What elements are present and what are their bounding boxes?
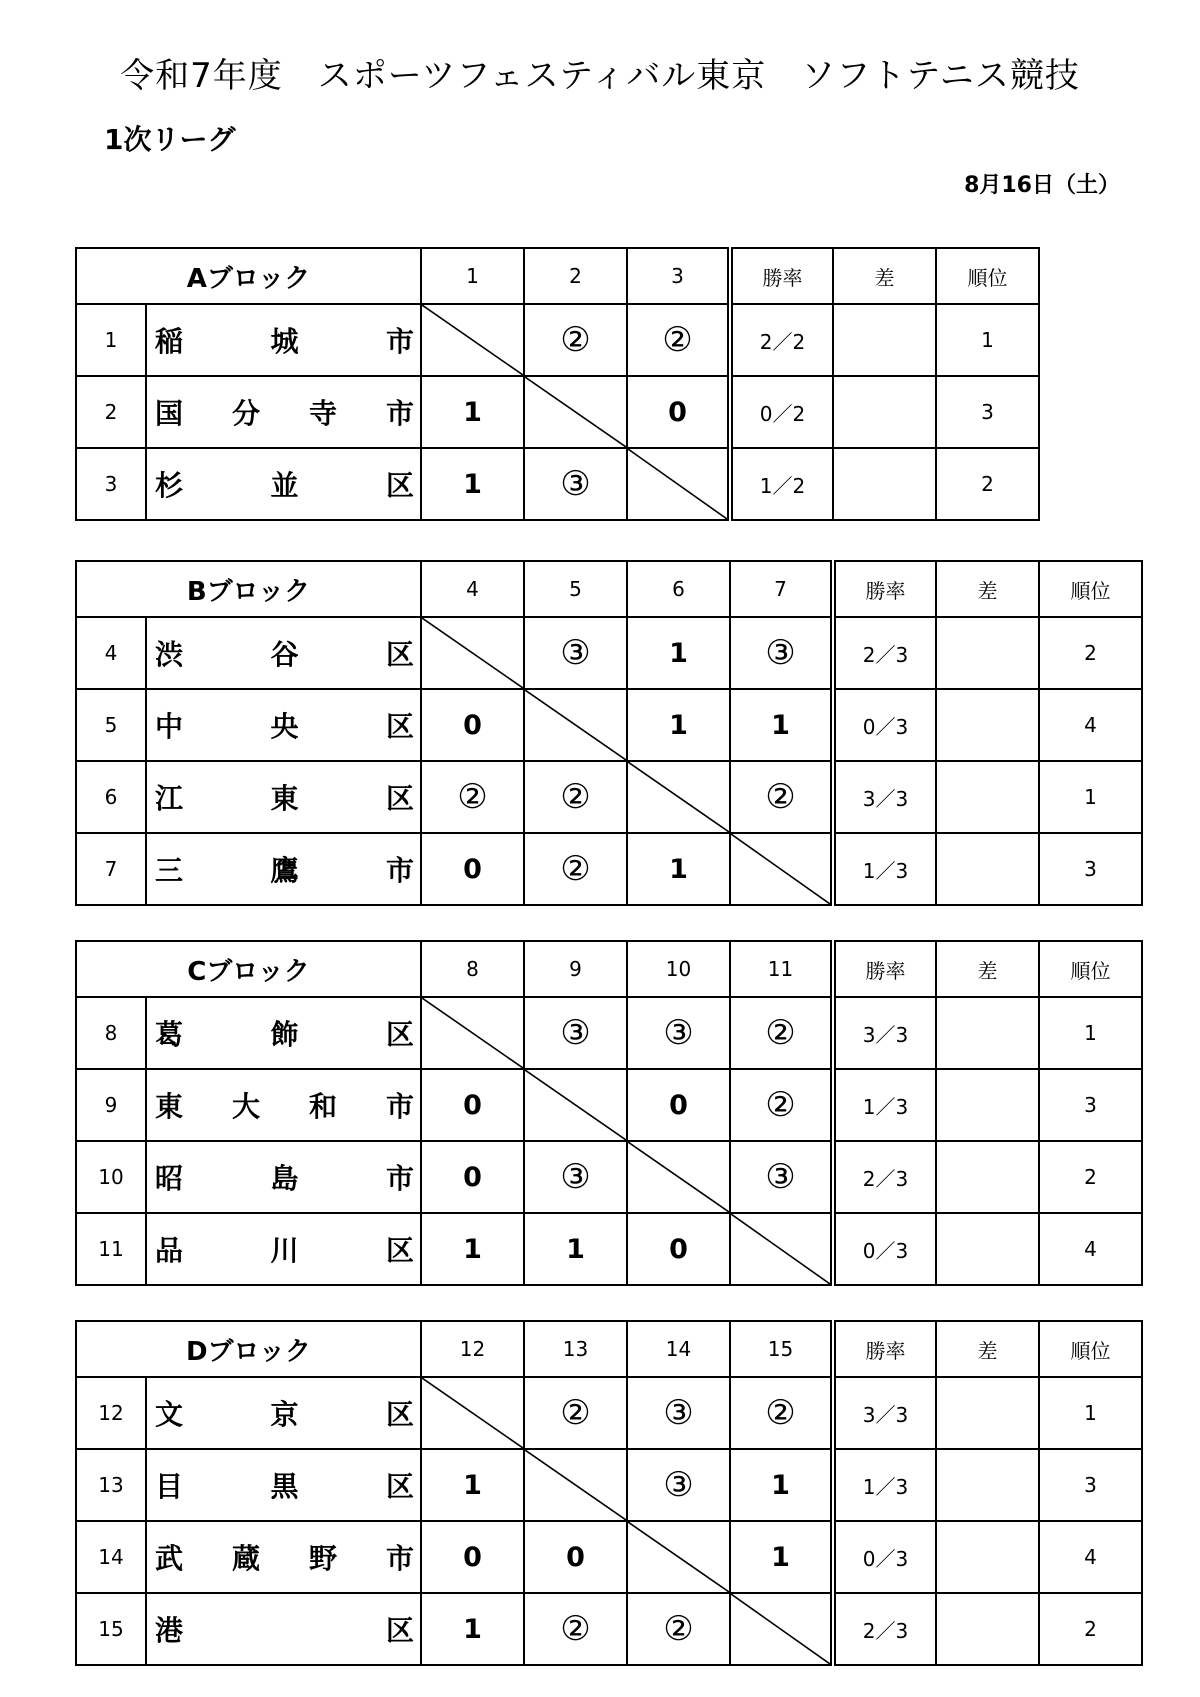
team-number: 1 xyxy=(76,304,146,376)
team-name-cell xyxy=(146,1213,421,1285)
match-result-win: ③ xyxy=(730,1141,833,1213)
win-rate-header: 勝率 xyxy=(833,1321,936,1377)
team-name-cell xyxy=(146,1593,421,1665)
rank: 1 xyxy=(1039,1377,1142,1449)
team-name-char: 区 xyxy=(385,1398,414,1431)
opponent-number-header: 10 xyxy=(627,941,730,997)
team-number: 4 xyxy=(76,617,146,689)
team-number: 8 xyxy=(76,997,146,1069)
self-match-cell xyxy=(627,448,730,520)
team-name-char: 区 xyxy=(385,1614,414,1647)
team-name-cell xyxy=(146,761,421,833)
difference xyxy=(833,448,936,520)
opponent-number-header: 12 xyxy=(421,1321,524,1377)
round-subtitle: 1次リーグ xyxy=(104,123,236,156)
team-name-char: 島 xyxy=(270,1162,299,1195)
rank: 1 xyxy=(936,304,1039,376)
diagonal-line xyxy=(525,1450,626,1520)
team-number: 5 xyxy=(76,689,146,761)
diagonal-line xyxy=(731,834,830,904)
rank: 1 xyxy=(1039,761,1142,833)
match-result: 0 xyxy=(627,376,730,448)
difference xyxy=(936,1593,1039,1665)
match-result: 0 xyxy=(627,1069,730,1141)
rank: 3 xyxy=(1039,1449,1142,1521)
league-table-block-2 xyxy=(75,560,1143,906)
self-match-cell xyxy=(730,833,833,905)
diagonal-line xyxy=(525,377,626,447)
match-result: 1 xyxy=(730,689,833,761)
diagonal-line xyxy=(525,690,626,760)
rank-header: 順位 xyxy=(1039,561,1142,617)
win-rate: 3／3 xyxy=(833,1377,936,1449)
team-name-char: 鷹 xyxy=(270,854,299,887)
match-result: 1 xyxy=(421,448,524,520)
win-rate: 3／3 xyxy=(833,997,936,1069)
team-name xyxy=(155,777,414,817)
match-result: 1 xyxy=(627,689,730,761)
team-name-char: 江 xyxy=(155,782,184,815)
team-row xyxy=(76,617,1142,689)
team-row xyxy=(76,997,1142,1069)
event-date: 8月16日（土） xyxy=(964,173,1120,198)
match-result-win: ② xyxy=(524,761,627,833)
team-row xyxy=(76,689,1142,761)
header-row xyxy=(76,561,1142,617)
difference xyxy=(833,376,936,448)
difference-header: 差 xyxy=(936,561,1039,617)
self-match-cell xyxy=(421,997,524,1069)
difference xyxy=(936,1521,1039,1593)
team-name-cell xyxy=(146,689,421,761)
team-name-char: 中 xyxy=(155,710,184,743)
rank: 1 xyxy=(1039,997,1142,1069)
diagonal-line xyxy=(422,305,523,375)
team-name-char: 区 xyxy=(385,1470,414,1503)
opponent-number-header: 1 xyxy=(421,248,524,304)
team-name-char: 谷 xyxy=(270,638,299,671)
team-name-char: 稲 xyxy=(155,325,184,358)
match-result: 1 xyxy=(421,376,524,448)
match-result: 1 xyxy=(730,1521,833,1593)
league-table-block-4 xyxy=(75,1320,1143,1666)
opponent-number-header: 13 xyxy=(524,1321,627,1377)
team-number: 6 xyxy=(76,761,146,833)
match-result-win: ② xyxy=(627,304,730,376)
difference xyxy=(936,833,1039,905)
team-number: 11 xyxy=(76,1213,146,1285)
match-result: 1 xyxy=(627,833,730,905)
team-row xyxy=(76,1449,1142,1521)
team-number: 3 xyxy=(76,448,146,520)
header-row xyxy=(76,248,1039,304)
team-name-char: 三 xyxy=(155,854,184,887)
team-row xyxy=(76,1377,1142,1449)
match-result: 0 xyxy=(627,1213,730,1285)
team-name-cell xyxy=(146,376,421,448)
team-name xyxy=(155,1013,414,1053)
match-result: 0 xyxy=(421,1521,524,1593)
team-row xyxy=(76,1069,1142,1141)
match-result-win: ② xyxy=(730,1377,833,1449)
difference-header: 差 xyxy=(936,1321,1039,1377)
team-name-char: 野 xyxy=(308,1542,337,1575)
rank-header: 順位 xyxy=(936,248,1039,304)
match-result-win: ② xyxy=(524,304,627,376)
block-name: Dブロック xyxy=(76,1321,421,1377)
difference xyxy=(936,1377,1039,1449)
team-name-char: 市 xyxy=(385,1542,414,1575)
team-row xyxy=(76,448,1039,520)
difference xyxy=(936,1069,1039,1141)
team-row xyxy=(76,833,1142,905)
win-rate-header: 勝率 xyxy=(833,941,936,997)
self-match-cell xyxy=(627,1521,730,1593)
rank: 2 xyxy=(1039,617,1142,689)
team-name xyxy=(155,1609,414,1649)
team-number: 12 xyxy=(76,1377,146,1449)
team-name-char: 葛 xyxy=(155,1018,184,1051)
team-name-char: 国 xyxy=(155,397,184,430)
opponent-number-header: 6 xyxy=(627,561,730,617)
team-name-char: 城 xyxy=(270,325,299,358)
block-name: Bブロック xyxy=(76,561,421,617)
team-name-char: 杉 xyxy=(155,469,184,502)
match-result: 0 xyxy=(421,1141,524,1213)
team-name xyxy=(155,1229,414,1269)
team-number: 9 xyxy=(76,1069,146,1141)
team-name-char: 区 xyxy=(385,1234,414,1267)
team-number: 15 xyxy=(76,1593,146,1665)
rank: 4 xyxy=(1039,1213,1142,1285)
opponent-number-header: 2 xyxy=(524,248,627,304)
match-result-win: ③ xyxy=(524,1141,627,1213)
rank-header: 順位 xyxy=(1039,941,1142,997)
league-table-block-3 xyxy=(75,940,1143,1286)
self-match-cell xyxy=(421,304,524,376)
win-rate: 2／2 xyxy=(730,304,833,376)
team-name-char: 区 xyxy=(385,1018,414,1051)
team-name xyxy=(155,1537,414,1577)
team-name-cell xyxy=(146,448,421,520)
team-number: 2 xyxy=(76,376,146,448)
team-name-cell xyxy=(146,617,421,689)
header-row xyxy=(76,1321,1142,1377)
match-result: 1 xyxy=(627,617,730,689)
team-name xyxy=(155,464,414,504)
team-name-char: 蔵 xyxy=(231,1542,260,1575)
team-row xyxy=(76,304,1039,376)
opponent-number-header: 7 xyxy=(730,561,833,617)
team-row xyxy=(76,1521,1142,1593)
diagonal-line xyxy=(525,1070,626,1140)
difference-header: 差 xyxy=(833,248,936,304)
team-name-char: 市 xyxy=(386,397,415,430)
team-number: 7 xyxy=(76,833,146,905)
team-row xyxy=(76,1593,1142,1665)
difference xyxy=(936,689,1039,761)
diagonal-line xyxy=(731,1214,830,1284)
team-name-char: 並 xyxy=(270,469,299,502)
match-result: 1 xyxy=(421,1213,524,1285)
team-name-char: 市 xyxy=(386,325,415,358)
difference xyxy=(936,761,1039,833)
team-name-cell xyxy=(146,1377,421,1449)
self-match-cell xyxy=(524,689,627,761)
team-name xyxy=(155,633,414,673)
team-name-cell xyxy=(146,304,421,376)
match-result-win: ② xyxy=(524,1377,627,1449)
self-match-cell xyxy=(524,1069,627,1141)
rank: 3 xyxy=(1039,833,1142,905)
difference-header: 差 xyxy=(936,941,1039,997)
team-row xyxy=(76,1213,1142,1285)
block-name: Aブロック xyxy=(76,248,421,304)
win-rate: 3／3 xyxy=(833,761,936,833)
win-rate: 2／3 xyxy=(833,617,936,689)
team-name-char: 市 xyxy=(385,1162,414,1195)
team-name-char: 東 xyxy=(270,782,299,815)
win-rate: 1／3 xyxy=(833,833,936,905)
rank: 4 xyxy=(1039,689,1142,761)
rank: 2 xyxy=(936,448,1039,520)
team-name-cell xyxy=(146,1069,421,1141)
diagonal-line xyxy=(628,1522,729,1592)
win-rate: 2／3 xyxy=(833,1593,936,1665)
match-result: 1 xyxy=(421,1593,524,1665)
team-name-char: 分 xyxy=(232,397,261,430)
team-number: 13 xyxy=(76,1449,146,1521)
team-name-char: 渋 xyxy=(155,638,184,671)
diagonal-line xyxy=(628,762,729,832)
team-name-char: 京 xyxy=(270,1398,299,1431)
self-match-cell xyxy=(421,617,524,689)
rank: 3 xyxy=(936,376,1039,448)
team-name-cell xyxy=(146,1449,421,1521)
win-rate: 1／2 xyxy=(730,448,833,520)
win-rate: 0／3 xyxy=(833,1213,936,1285)
league-table-block-1 xyxy=(75,247,1040,521)
match-result-win: ③ xyxy=(627,1377,730,1449)
win-rate: 0／2 xyxy=(730,376,833,448)
diagonal-line xyxy=(628,1142,729,1212)
team-name xyxy=(155,1393,414,1433)
self-match-cell xyxy=(730,1213,833,1285)
team-name-char: 区 xyxy=(385,638,414,671)
match-result-win: ③ xyxy=(524,448,627,520)
self-match-cell xyxy=(730,1593,833,1665)
team-name xyxy=(155,1465,414,1505)
match-result-win: ② xyxy=(524,1593,627,1665)
block-name: Cブロック xyxy=(76,941,421,997)
opponent-number-header: 5 xyxy=(524,561,627,617)
self-match-cell xyxy=(524,376,627,448)
team-name-char: 寺 xyxy=(309,397,338,430)
match-result-win: ③ xyxy=(627,997,730,1069)
win-rate: 1／3 xyxy=(833,1069,936,1141)
team-row xyxy=(76,376,1039,448)
rank: 2 xyxy=(1039,1593,1142,1665)
team-name xyxy=(155,849,414,889)
team-name-cell xyxy=(146,1141,421,1213)
difference xyxy=(936,997,1039,1069)
match-result-win: ② xyxy=(730,997,833,1069)
diagonal-line xyxy=(422,1378,523,1448)
win-rate-header: 勝率 xyxy=(730,248,833,304)
match-result-win: ③ xyxy=(524,617,627,689)
self-match-cell xyxy=(421,1377,524,1449)
team-name-cell xyxy=(146,997,421,1069)
team-name-char: 文 xyxy=(155,1398,184,1431)
difference xyxy=(833,304,936,376)
team-name-char: 市 xyxy=(385,854,414,887)
opponent-number-header: 9 xyxy=(524,941,627,997)
rank-header: 順位 xyxy=(1039,1321,1142,1377)
opponent-number-header: 11 xyxy=(730,941,833,997)
match-result: 0 xyxy=(524,1521,627,1593)
team-row xyxy=(76,761,1142,833)
match-result: 1 xyxy=(524,1213,627,1285)
difference xyxy=(936,1213,1039,1285)
team-name-char: 川 xyxy=(270,1234,299,1267)
team-name-char: 区 xyxy=(386,469,415,502)
team-number: 14 xyxy=(76,1521,146,1593)
team-name-char: 昭 xyxy=(155,1162,184,1195)
team-name-char: 区 xyxy=(385,782,414,815)
diagonal-line xyxy=(628,449,727,519)
team-name xyxy=(155,1085,414,1125)
opponent-number-header: 8 xyxy=(421,941,524,997)
win-rate: 0／3 xyxy=(833,1521,936,1593)
team-row xyxy=(76,1141,1142,1213)
self-match-cell xyxy=(627,761,730,833)
match-result-win: ② xyxy=(730,761,833,833)
team-name-char: 市 xyxy=(385,1090,414,1123)
diagonal-line xyxy=(422,618,523,688)
page-title: 令和7年度 スポーツフェスティバル東京 ソフトテニス競技 xyxy=(120,56,1080,96)
team-name-char: 武 xyxy=(155,1542,184,1575)
match-result-win: ② xyxy=(524,833,627,905)
difference xyxy=(936,1449,1039,1521)
difference xyxy=(936,617,1039,689)
match-result: 1 xyxy=(730,1449,833,1521)
team-name xyxy=(155,320,414,360)
rank: 4 xyxy=(1039,1521,1142,1593)
win-rate: 1／3 xyxy=(833,1449,936,1521)
team-name-cell xyxy=(146,1521,421,1593)
team-name xyxy=(155,1157,414,1197)
win-rate: 0／3 xyxy=(833,689,936,761)
diagonal-line xyxy=(731,1594,830,1664)
win-rate: 2／3 xyxy=(833,1141,936,1213)
team-name-cell xyxy=(146,833,421,905)
team-name-char: 東 xyxy=(155,1090,184,1123)
match-result: 0 xyxy=(421,1069,524,1141)
team-number: 10 xyxy=(76,1141,146,1213)
team-name xyxy=(155,392,414,432)
match-result-win: ③ xyxy=(627,1449,730,1521)
win-rate-header: 勝率 xyxy=(833,561,936,617)
header-row xyxy=(76,941,1142,997)
opponent-number-header: 15 xyxy=(730,1321,833,1377)
match-result-win: ② xyxy=(421,761,524,833)
team-name-char: 飾 xyxy=(270,1018,299,1051)
team-name-char: 大 xyxy=(231,1090,260,1123)
team-name-char: 央 xyxy=(270,710,299,743)
team-name-char: 目 xyxy=(155,1470,184,1503)
match-result: 0 xyxy=(421,689,524,761)
match-result-win: ② xyxy=(730,1069,833,1141)
match-result-win: ② xyxy=(627,1593,730,1665)
team-name-char: 区 xyxy=(385,710,414,743)
match-result-win: ③ xyxy=(524,997,627,1069)
team-name-char: 和 xyxy=(308,1090,337,1123)
match-result-win: ③ xyxy=(730,617,833,689)
opponent-number-header: 4 xyxy=(421,561,524,617)
team-name xyxy=(155,705,414,745)
team-name-char: 黒 xyxy=(270,1470,299,1503)
rank: 2 xyxy=(1039,1141,1142,1213)
team-name-char: 港 xyxy=(155,1614,184,1647)
match-result: 1 xyxy=(421,1449,524,1521)
opponent-number-header: 3 xyxy=(627,248,730,304)
opponent-number-header: 14 xyxy=(627,1321,730,1377)
self-match-cell xyxy=(627,1141,730,1213)
team-name-char: 品 xyxy=(155,1234,184,1267)
diagonal-line xyxy=(422,998,523,1068)
self-match-cell xyxy=(524,1449,627,1521)
rank: 3 xyxy=(1039,1069,1142,1141)
difference xyxy=(936,1141,1039,1213)
match-result: 0 xyxy=(421,833,524,905)
